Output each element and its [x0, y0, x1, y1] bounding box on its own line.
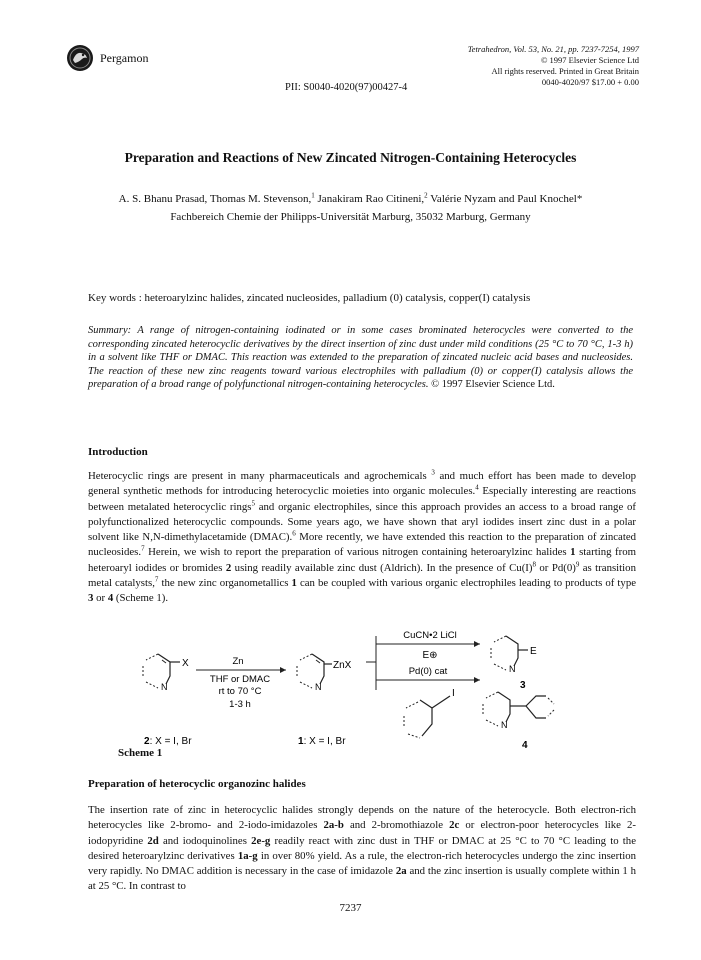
compound-1-label: [298, 736, 346, 747]
author-text: Janakiram Rao Citineni,: [314, 193, 425, 205]
reference-mark: 9: [575, 560, 580, 569]
reagent-zn: Zn: [232, 656, 244, 667]
compound-3-label: 3: [520, 680, 526, 691]
intro-text: Especially interesting are reactions between metalated heterocyclic rings: [88, 485, 637, 513]
paper-title: Preparation and Reactions of New Zincated Nitrogen-Containing Heterocycles: [124, 150, 577, 165]
compound-label: 2: [225, 561, 232, 574]
reference-mark: 3: [431, 468, 435, 477]
n-label: N: [161, 682, 168, 692]
reference-mark: 8: [532, 560, 536, 569]
n-label: N: [509, 664, 516, 674]
author-footnote: 2: [424, 191, 428, 200]
prep-text: and 2-bromothiazole: [343, 819, 450, 832]
preparation-heading: Preparation of heterocyclic organozinc halides: [88, 778, 306, 790]
intro-text: (Scheme 1).: [113, 592, 169, 605]
reference-mark: 5: [251, 499, 255, 507]
journal-info: [379, 44, 639, 88]
compound-label: 4: [107, 592, 114, 605]
compound-label: 1a-g: [237, 849, 258, 862]
copper-reagent: CuCN•2 LiCl: [403, 630, 457, 641]
compound-4-label: 4: [522, 740, 528, 751]
intro-text: Heterocyclic rings are present in many pharmaceuticals and agrochemicals: [88, 470, 432, 482]
compound-label: 2a-b: [323, 819, 344, 832]
intro-text: More recently, we have extended this reaction to the preparation of zincated nucleosides.: [88, 531, 637, 559]
condition-time: 1-3 h: [229, 699, 251, 710]
compound-1-substituent: : X = I, Br: [303, 736, 346, 747]
scheme-caption: Scheme 1: [118, 747, 163, 759]
summary-text: Summary: A range of nitrogen-containing iodinated or in some cases brominated heterocycles were converted to the corresponding zincated heterocyclic derivatives by the direct insertion of zinc dust under mild conditions (25 °C to 70 °C, 1-3 h) in a solvent like THF or DMAC. This reaction was extended to the preparation of zincated nucleic acid bases and nucleosides. The reaction of these new zinc reagents toward various electrophiles with palladium (0) or copper(I) catalysis allows the preparation of a broad range of polyfunctional nitrogen-containing heterocycles.: [88, 325, 633, 391]
znx-label: ZnX: [333, 660, 352, 671]
product-3: [491, 636, 537, 691]
prep-text: in over 80% yield. As a rule, the electron-rich heterocycles undergo the zinc insertion very rapidly. No DMAC addition is necessary in the case of imidazole: [88, 849, 636, 878]
pii-identifier: PII: S0040-4020(97)00427-4: [285, 82, 408, 93]
compound-label: 2e-g: [251, 834, 271, 847]
heterocycle-2: [143, 654, 189, 692]
compound-1-number: 1: [298, 736, 304, 747]
author-text: Valérie Nyzam and Paul Knochel*: [427, 193, 583, 205]
pergamon-logo-icon: [66, 44, 94, 72]
prep-text: and the zinc insertion is usually complete within 1 h at 25 °C. In contrast to: [88, 865, 637, 893]
condition-temperature: rt to 70 °C: [218, 686, 262, 697]
summary: [88, 324, 633, 392]
preparation-paragraph: [88, 803, 636, 895]
publisher-name: Pergamon: [100, 51, 149, 65]
compound-label: 1: [291, 577, 297, 590]
palladium-catalyst: Pd(0) cat: [408, 666, 448, 677]
journal-citation: Tetrahedron, Vol. 53, No. 21, pp. 7237-7254, 1997: [467, 44, 639, 54]
keywords: Key words : heteroarylzinc halides, zincated nucleosides, palladium (0) catalysis, copper(I) catalysis: [88, 292, 531, 304]
scheme-1-diagram: [88, 630, 648, 770]
reference-mark: 7: [141, 544, 145, 553]
prep-text: and iodoquinolines: [158, 834, 252, 847]
e-label: E: [530, 646, 537, 657]
electrophile-label: E⊕: [422, 650, 438, 661]
compound-label: 2a: [395, 865, 407, 878]
compound-label: 3: [88, 592, 94, 605]
n-label: N: [315, 682, 322, 692]
prep-text: readily react with zinc dust in THF or DMAC at 25 °C to 70 °C leading to the desired heteroarylzinc derivatives: [88, 834, 636, 862]
introduction-paragraph: [88, 469, 636, 607]
iodo-partner: [404, 688, 455, 738]
intro-text: using readily available zinc dust (Aldrich). In the presence of Cu(I): [231, 561, 533, 574]
condition-solvent: THF or DMAC: [209, 674, 271, 685]
reference-mark: 6: [292, 529, 296, 538]
journal-price: 0040-4020/97 $17.00 + 0.00: [541, 77, 639, 87]
intro-text: the new zinc organometallics: [158, 577, 292, 590]
journal-copyright: © 1997 Elsevier Science Ltd: [540, 55, 639, 65]
compound-2-substituent: : X = I, Br: [149, 736, 192, 747]
intro-text: or: [93, 592, 108, 605]
product-4: [483, 692, 554, 751]
compound-label: 2d: [147, 834, 159, 847]
introduction-heading: Introduction: [88, 446, 148, 458]
iodine-label: I: [452, 688, 455, 699]
reference-mark: 7: [154, 575, 159, 584]
heterocycle-1: [297, 654, 352, 692]
intro-text: Herein, we wish to report the preparation of various nitrogen containing heteroarylzinc halides: [144, 546, 571, 559]
n-label: N: [501, 720, 508, 730]
compound-label: 2c: [449, 819, 460, 832]
prep-text: or electron-poor heterocycles like 2-iodopyridine: [88, 819, 636, 847]
page-number: 7237: [339, 902, 362, 914]
journal-rights: All rights reserved. Printed in Great Britain: [491, 66, 639, 76]
compound-label: 1: [570, 546, 576, 559]
reference-mark: 4: [475, 483, 479, 492]
x-label: X: [182, 658, 189, 669]
author-text: A. S. Bhanu Prasad, Thomas M. Stevenson,: [118, 193, 312, 205]
author-footnote: 1: [311, 191, 315, 200]
intro-text: and organic electrophiles, since this approach provides an access to a broad range of polyfunctionalized heterocyclic compounds. Some years ago, we have shown that aryl iodides insert zinc dust in a polar solvent like N,N-dimethylacetamide (DMAC).: [88, 500, 636, 544]
compound-2-label: [144, 736, 192, 747]
intro-text: can be coupled with various organic electrophiles leading to products of type: [296, 577, 637, 590]
affiliation: Fachbereich Chemie der Philipps-Universität Marburg, 35032 Marburg, Germany: [170, 211, 531, 223]
intro-text: or Pd(0): [535, 561, 576, 574]
intro-text: as transition metal catalysts,: [88, 561, 636, 590]
intro-text: and much effort has been made to develop general synthetic methods for introducing heterocyclic moieties into organic molecules.: [88, 470, 636, 498]
intro-text: starting from heteroaryl iodides or bromides: [88, 546, 636, 574]
author-list: [0, 193, 701, 205]
compound-2-number: 2: [144, 736, 150, 747]
prep-text: The insertion rate of zinc in heterocyclic halides strongly depends on the nature of the heterocycle. Both electron-rich heterocycles like 2-bromo- and 2-iodo-imidazoles: [88, 804, 636, 832]
summary-copyright: © 1997 Elsevier Science Ltd.: [431, 379, 555, 391]
